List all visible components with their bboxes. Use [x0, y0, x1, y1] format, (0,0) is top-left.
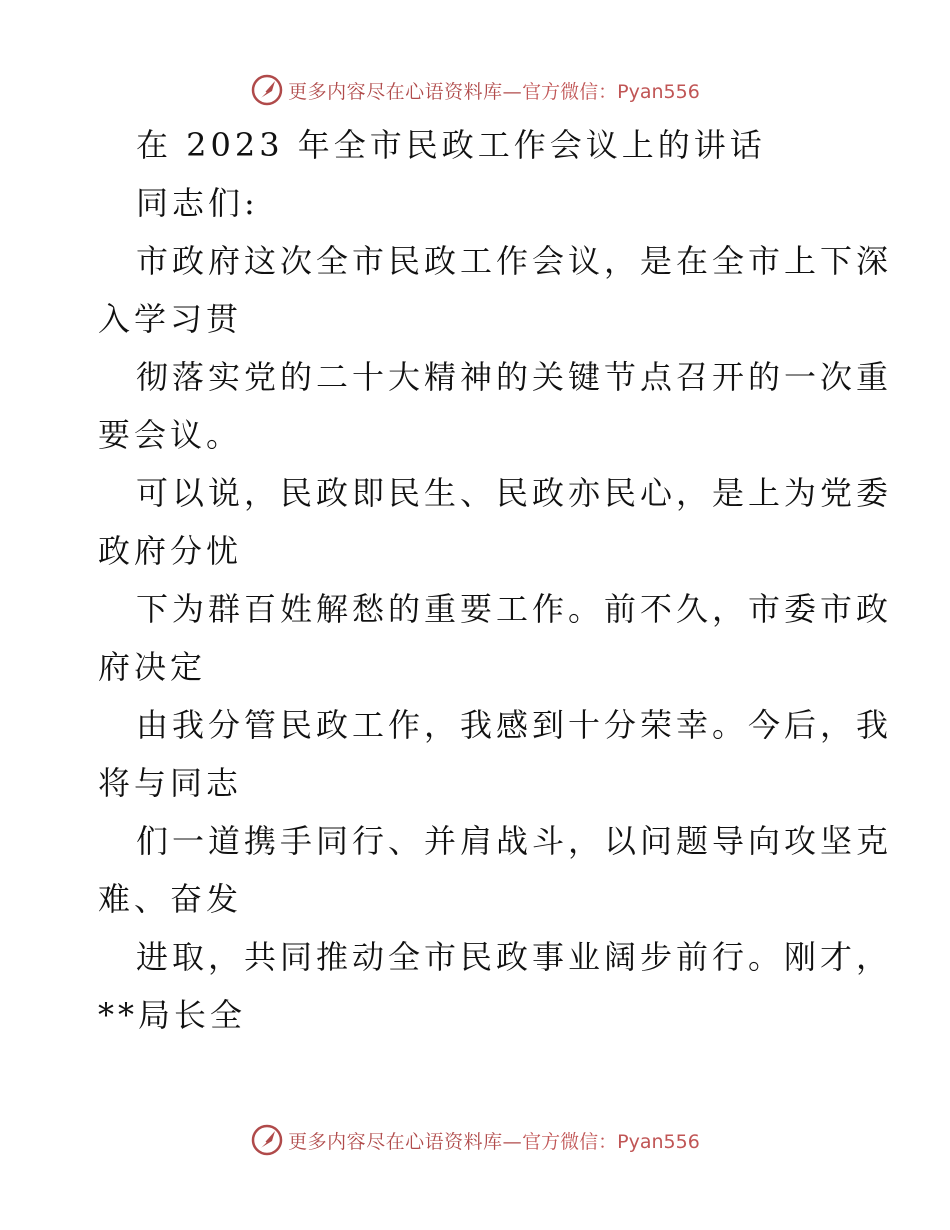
paragraph-line: 将与同志 — [98, 764, 243, 802]
paragraph-line: 政府分忧 — [98, 532, 243, 570]
paragraph-line: 入学习贯 — [98, 300, 243, 338]
paragraph-line: 彻落实党的二十大精神的关键节点召开的一次重 — [136, 358, 893, 396]
paragraph-line: 由我分管民政工作，我感到十分荣幸。今后，我 — [136, 706, 893, 744]
paragraph-line: 进取，共同推动全市民政事业阔步前行。刚才， — [136, 938, 893, 976]
paragraph-line: 可以说，民政即民生、民政亦民心，是上为党委 — [136, 474, 893, 512]
watermark-contact-text: 官方微信：Pyan556 — [522, 80, 700, 103]
quill-logo-icon — [250, 73, 284, 107]
document-title: 在 2023 年全市民政工作会议上的讲话 — [136, 126, 766, 164]
paragraph-line: 市政府这次全市民政工作会议，是在全市上下深 — [136, 242, 893, 280]
watermark-promo-text: 更多内容尽在心语资料库— — [288, 1130, 523, 1153]
watermark-contact-text: 官方微信：Pyan556 — [522, 1130, 700, 1153]
quill-logo-icon — [250, 1123, 284, 1157]
watermark-promo-text: 更多内容尽在心语资料库— — [288, 80, 523, 103]
paragraph-line: 下为群百姓解愁的重要工作。前不久，市委市政 — [136, 590, 893, 628]
header-watermark — [0, 70, 950, 110]
paragraph-line: 府决定 — [98, 648, 207, 686]
document-body — [98, 116, 893, 1044]
paragraph-line: 难、奋发 — [98, 880, 243, 918]
paragraph-line: 们一道携手同行、并肩战斗，以问题导向攻坚克 — [136, 822, 893, 860]
paragraph-line: **局长全 — [98, 996, 247, 1034]
paragraph-line: 要会议。 — [98, 416, 243, 454]
footer-watermark — [0, 1120, 950, 1160]
salutation: 同志们: — [136, 184, 259, 222]
